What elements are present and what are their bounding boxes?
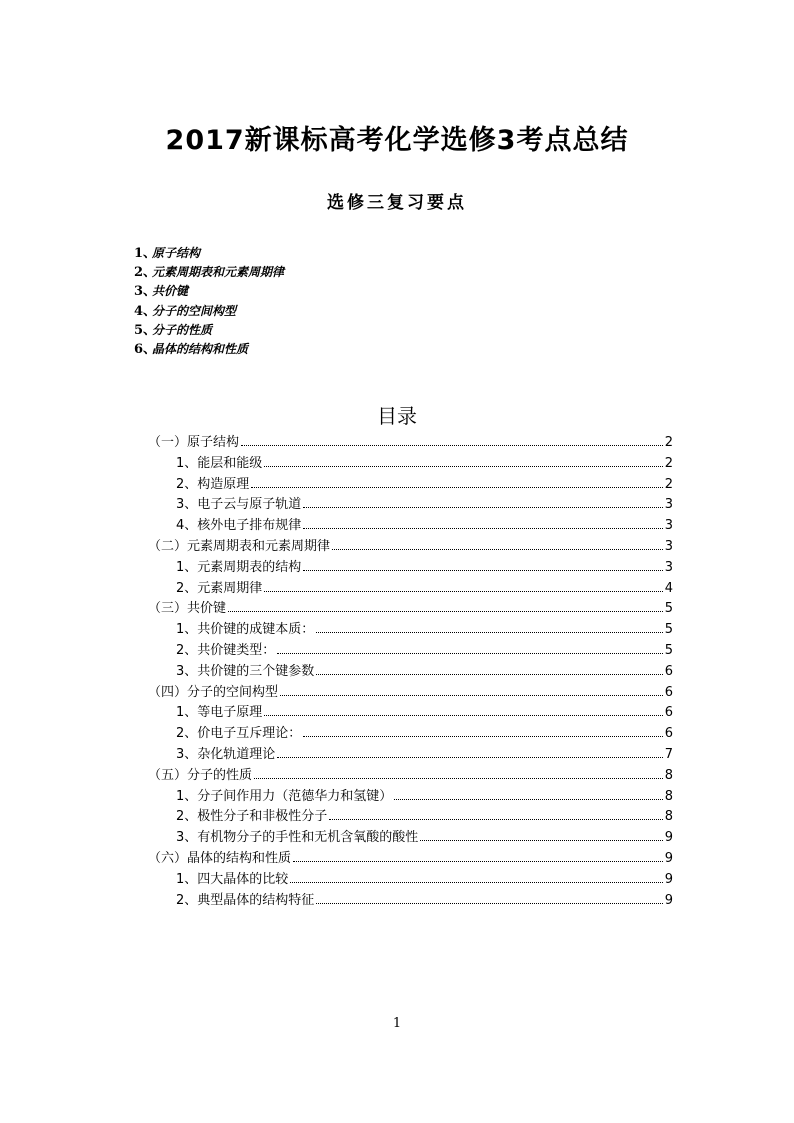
toc-entry-page: 2: [664, 476, 673, 492]
toc-dot-leader: [264, 579, 662, 592]
toc-dot-leader: [394, 787, 662, 800]
toc-entry[interactable]: [176, 579, 673, 599]
toc-entry[interactable]: [148, 849, 673, 869]
toc-dot-leader: [316, 662, 662, 675]
toc-entry-page: 9: [664, 851, 673, 866]
page-number: 1: [392, 1016, 402, 1031]
key-point-text: 晶体的结构和性质: [152, 341, 249, 356]
toc-entry-page: 8: [664, 767, 673, 783]
page-subtitle: 选修三复习要点: [327, 193, 467, 213]
toc-entry-page: 3: [664, 559, 673, 575]
toc-entry-page: 5: [664, 643, 673, 658]
toc-entry-title: （四）分子的空间构型: [148, 684, 279, 700]
toc-dot-leader: [329, 807, 662, 820]
toc-entry[interactable]: [176, 807, 673, 827]
key-point-number: 4、: [134, 303, 157, 319]
key-point-item: [134, 302, 284, 321]
toc-entry-page: 2: [664, 435, 673, 450]
toc-dot-leader: [316, 620, 662, 633]
toc-entry-title: 2、极性分子和非极性分子: [176, 809, 328, 825]
toc-dot-leader: [303, 724, 662, 737]
toc-entry-title: （三）共价键: [148, 601, 227, 617]
toc-entry-page: 6: [664, 684, 673, 700]
toc-entry[interactable]: [148, 433, 673, 453]
toc-entry[interactable]: [176, 662, 673, 682]
toc-entry[interactable]: [176, 724, 673, 744]
toc-entry-page: 7: [664, 747, 673, 762]
toc-entry-title: 2、构造原理: [176, 476, 250, 492]
toc-entry[interactable]: [148, 599, 673, 619]
key-point-text: 原子结构: [152, 246, 201, 260]
toc-entry[interactable]: [176, 828, 673, 848]
toc-dot-leader: [251, 475, 662, 488]
key-point-text: 分子的空间构型: [152, 303, 237, 318]
toc-entry-title: 1、分子间作用力（范德华力和氢键）: [176, 788, 393, 804]
toc-dot-leader: [293, 849, 663, 862]
toc-entry[interactable]: [176, 870, 673, 890]
toc-entry-title: 3、杂化轨道理论: [176, 747, 276, 762]
key-points-list: [134, 244, 284, 359]
toc-entry-page: 6: [664, 726, 673, 742]
toc-heading: 目录: [377, 404, 417, 428]
toc-dot-leader: [264, 703, 662, 716]
toc-dot-leader: [290, 870, 662, 883]
toc-dot-leader: [277, 745, 662, 758]
toc-dot-leader: [420, 828, 662, 841]
toc-entry-title: 3、共价键的三个键参数: [176, 663, 315, 679]
toc-entry[interactable]: [148, 683, 673, 703]
toc-entry[interactable]: [148, 766, 673, 786]
toc-entry-page: 6: [664, 663, 673, 679]
toc-dot-leader: [303, 558, 662, 571]
key-point-text: 共价键: [152, 284, 189, 299]
toc-entry[interactable]: [176, 454, 673, 474]
toc-entry-page: 5: [664, 622, 673, 638]
toc-entry-page: 3: [664, 539, 673, 554]
toc-dot-leader: [303, 495, 662, 508]
key-point-item: [134, 282, 284, 301]
toc-entry-title: 2、典型晶体的结构特征: [176, 892, 315, 908]
key-point-item: [134, 321, 284, 340]
toc-entry-page: 6: [664, 705, 673, 721]
toc-entry-title: （六）晶体的结构和性质: [148, 851, 292, 866]
toc-entry-title: （五）分子的性质: [148, 767, 253, 783]
toc-dot-leader: [254, 766, 663, 779]
toc-dot-leader: [264, 454, 662, 467]
toc-dot-leader: [332, 537, 663, 550]
toc-entry-title: （一）原子结构: [148, 435, 240, 450]
key-point-number: 1、: [134, 246, 157, 261]
toc-entry[interactable]: [176, 787, 673, 807]
toc-entry[interactable]: [176, 641, 673, 661]
toc-entry[interactable]: [176, 475, 673, 495]
toc-entry-title: 2、共价键类型：: [176, 643, 276, 658]
toc-dot-leader: [280, 683, 663, 696]
toc-dot-leader: [316, 891, 662, 904]
key-point-text: 分子的性质: [152, 322, 213, 337]
toc-dot-leader: [228, 599, 663, 612]
toc-entry[interactable]: [176, 703, 673, 723]
toc-entry-title: 3、有机物分子的手性和无机含氧酸的酸性: [176, 830, 419, 846]
toc-entry-title: 1、能层和能级: [176, 455, 263, 471]
key-point-item: [134, 244, 284, 263]
page-title: 2017新课标高考化学选修3考点总结: [165, 125, 629, 156]
toc-dot-leader: [303, 516, 662, 529]
toc-entry-title: 3、电子云与原子轨道: [176, 497, 302, 513]
toc-dot-leader: [277, 641, 662, 654]
toc-entry-page: 3: [664, 518, 673, 534]
key-point-item: [134, 340, 284, 359]
toc-entry-page: 4: [664, 580, 673, 596]
key-point-number: 5、: [134, 322, 157, 338]
toc-entry[interactable]: [176, 558, 673, 578]
toc-entry-page: 8: [664, 788, 673, 804]
key-point-number: 2、: [134, 265, 157, 281]
toc-entry[interactable]: [148, 537, 673, 557]
toc-entry[interactable]: [176, 516, 673, 536]
toc-entry-page: 8: [664, 809, 673, 825]
toc-entry-title: 1、元素周期表的结构: [176, 559, 302, 575]
toc-entry-title: 4、核外电子排布规律: [176, 518, 302, 534]
toc-entry-page: 9: [664, 892, 673, 908]
toc-entry-title: 1、共价键的成键本质：: [176, 622, 315, 638]
toc-entry[interactable]: [176, 495, 673, 515]
toc-entry-page: 2: [664, 455, 673, 471]
toc-entry-title: （二）元素周期表和元素周期律: [148, 539, 331, 554]
toc-entry-page: 9: [664, 871, 673, 887]
toc-entry-title: 1、等电子原理: [176, 705, 263, 721]
toc-entry[interactable]: [176, 620, 673, 640]
toc-entry-title: 1、四大晶体的比较: [176, 871, 289, 887]
toc-entry[interactable]: [176, 891, 673, 911]
toc-entry[interactable]: [176, 745, 673, 765]
toc-entry-title: 2、价电子互斥理论：: [176, 726, 302, 742]
toc-entry-page: 9: [664, 830, 673, 846]
toc-dot-leader: [241, 433, 663, 446]
toc-entry-page: 3: [664, 497, 673, 513]
key-point-number: 3、: [134, 284, 157, 300]
key-point-number: 6、: [134, 341, 157, 357]
key-point-item: [134, 263, 284, 282]
toc-entry-title: 2、元素周期律: [176, 580, 263, 596]
key-point-text: 元素周期表和元素周期律: [152, 265, 285, 280]
toc-entry-page: 5: [664, 601, 673, 617]
